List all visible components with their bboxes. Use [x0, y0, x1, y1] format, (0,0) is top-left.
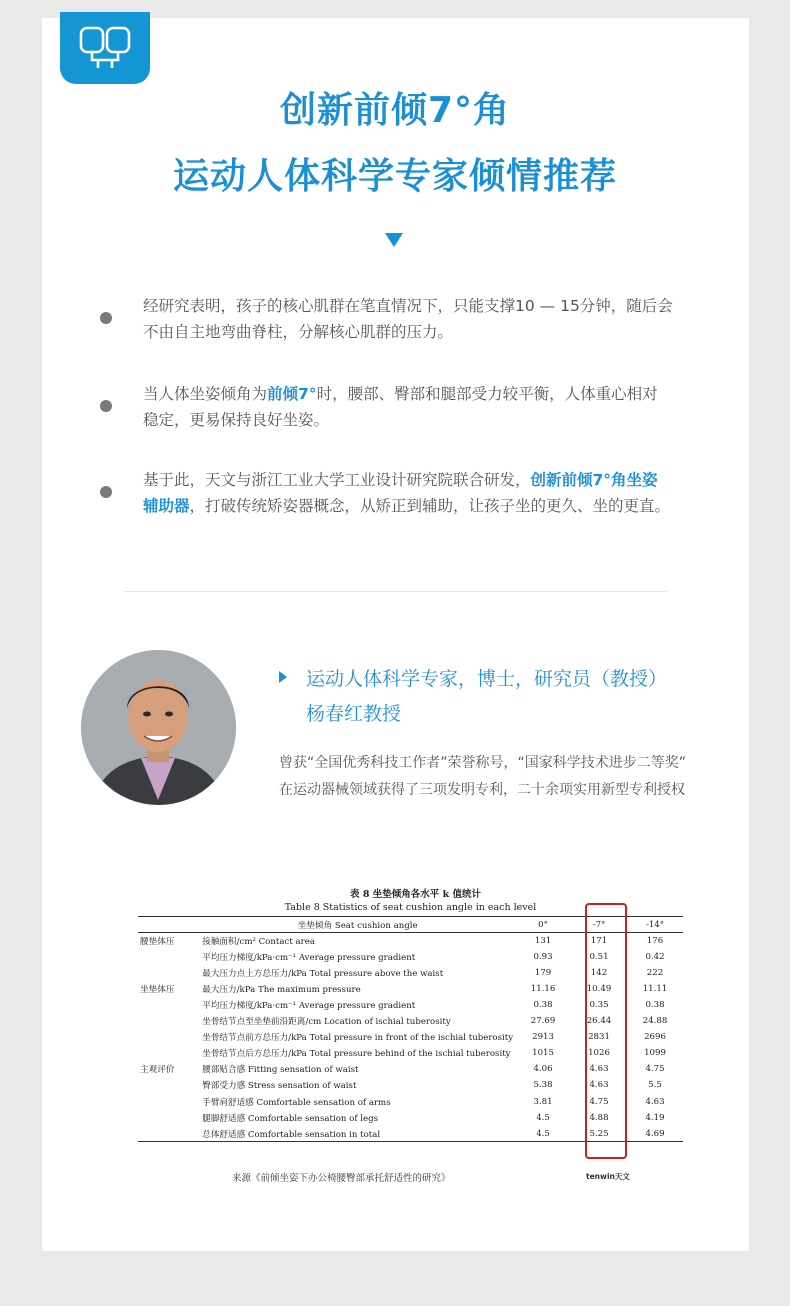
- cell-value: 0.51: [589, 951, 609, 962]
- table-header-label: 坐垫倾角 Seat cushion angle: [297, 920, 418, 931]
- row-label: 坐骨结节点后方总压力/kPa Total pressure behind of the ischial tuberosity: [202, 1049, 511, 1060]
- cell-value: 4.69: [645, 1128, 665, 1139]
- brand-logo: tenwin天文: [586, 1172, 630, 1181]
- paragraph-angle: 当人体坐姿倾角为前倾7°时，腰部、臀部和腿部受力较平衡，人体重心相对稳定，更易保持良好坐姿。: [143, 385, 658, 429]
- cell-value: 0.93: [533, 951, 553, 962]
- cell-value: 4.5: [536, 1112, 550, 1123]
- row-label: 平均压力梯度/kPa·cm⁻¹ Average pressure gradient: [202, 1001, 416, 1012]
- row-label: 坐骨结节点至坐垫前沿距离/cm Location of ischial tuberosity: [202, 1017, 451, 1028]
- cell-value: 4.5: [536, 1128, 550, 1139]
- cell-value: 4.63: [589, 1080, 609, 1091]
- cell-value: 1015: [532, 1048, 554, 1059]
- cell-value: 4.19: [645, 1112, 665, 1123]
- row-label: 臀部受力感 Stress sensation of waist: [202, 1081, 357, 1092]
- expert-title: 运动人体科学专家，博士，研究员（教授）: [306, 668, 668, 690]
- dot-icon: [100, 312, 112, 324]
- table-caption-en: Table 8 Statistics of seat cushion angle in each level: [284, 902, 537, 913]
- cell-value: 0.38: [533, 1000, 553, 1011]
- row-label: 平均压力梯度/kPa·cm⁻¹ Average pressure gradient: [202, 952, 416, 963]
- cell-value: 4.06: [533, 1064, 553, 1075]
- cell-value: 11.11: [642, 983, 668, 994]
- expert-portrait: [81, 650, 236, 805]
- row-label: 腰部贴合感 Fitting sensation of waist: [202, 1065, 359, 1076]
- row-group: [138, 1013, 200, 1029]
- table-header-col: -7°: [592, 919, 606, 930]
- cell-value: 176: [646, 935, 664, 946]
- triangle-right-icon: [279, 671, 287, 683]
- cell-value: 131: [534, 935, 552, 946]
- triangle-down-icon: [385, 233, 403, 247]
- cell-value: 4.88: [589, 1112, 609, 1123]
- cell-value: 1026: [588, 1048, 610, 1059]
- row-group: 坐垫体压: [140, 984, 175, 995]
- cell-value: 2696: [644, 1032, 666, 1043]
- cell-value: 10.49: [586, 983, 612, 994]
- cell-value: 11.16: [530, 983, 556, 994]
- cell-value: 0.38: [645, 1000, 665, 1011]
- cell-value: 222: [646, 967, 664, 978]
- page-subtitle: 运动人体科学专家倾情推荐: [172, 156, 617, 197]
- cell-value: 2831: [588, 1032, 610, 1043]
- row-group: [138, 949, 200, 965]
- highlight-product: 创新前倾7°角坐姿辅助器: [143, 471, 658, 515]
- row-group: [138, 1126, 200, 1142]
- row-group: [138, 1077, 200, 1093]
- cell-value: 27.69: [530, 1016, 556, 1027]
- row-group: 腰垫体压: [140, 936, 175, 947]
- row-label: 接触面积/cm² Contact area: [202, 936, 315, 947]
- cell-value: 4.63: [645, 1096, 665, 1107]
- cell-value: 5.25: [589, 1128, 609, 1139]
- cell-value: 2913: [532, 1032, 554, 1043]
- row-group: [138, 1045, 200, 1061]
- row-group: [138, 1110, 200, 1126]
- row-label: 手臂肩舒适感 Comfortable sensation of arms: [202, 1097, 391, 1108]
- highlight-angle: 前倾7°: [267, 385, 317, 403]
- row-label: 坐骨结节点前方总压力/kPa Total pressure in front of the ischial tuberosity: [202, 1033, 514, 1044]
- row-group: [138, 1029, 200, 1045]
- row-group: [138, 997, 200, 1013]
- row-label: 总体舒适感 Comfortable sensation in total: [202, 1129, 381, 1140]
- highlight-box: [585, 903, 627, 1159]
- dot-icon: [100, 400, 112, 412]
- expert-honor-2: 在运动器械领域获得了三项发明专利，二十余项实用新型专利授权: [279, 782, 685, 798]
- cell-value: 142: [590, 967, 608, 978]
- logo-badge: [60, 12, 150, 84]
- cell-value: 0.35: [589, 1000, 609, 1011]
- paragraph-product: 基于此，天文与浙江工业大学工业设计研究院联合研发，创新前倾7°角坐姿辅助器，打破传统矫姿器概念，从矫正到辅助，让孩子坐的更久、坐的更直。: [143, 471, 671, 515]
- cell-value: 5.5: [648, 1080, 662, 1091]
- cell-value: 0.42: [645, 951, 665, 962]
- cell-value: 3.81: [533, 1096, 553, 1107]
- cell-value: 24.88: [642, 1016, 668, 1027]
- cell-value: 1099: [644, 1048, 666, 1059]
- cell-value: 171: [590, 935, 608, 946]
- cell-value: 26.44: [586, 1016, 612, 1027]
- paragraph-research: 经研究表明，孩子的核心肌群在笔直情况下，只能支撑10 — 15分钟，随后会不由自主地弯曲脊柱，分解核心肌群的压力。: [143, 297, 673, 341]
- expert-honor-1: 曾获“全国优秀科技工作者”荣誉称号，“国家科学技术进步二等奖”: [279, 755, 687, 771]
- source-citation: 来源《前倾坐姿下办公椅腰臀部承托舒适性的研究》: [232, 1173, 451, 1184]
- row-group: 主观评价: [140, 1065, 175, 1076]
- expert-name: 杨春红教授: [306, 703, 402, 725]
- divider: [124, 591, 667, 592]
- cell-value: 5.38: [533, 1080, 553, 1091]
- dot-icon: [100, 486, 112, 498]
- cell-value: 179: [534, 967, 552, 978]
- cell-value: 4.75: [645, 1064, 665, 1075]
- row-label: 最大压力点上方总压力/kPa Total pressure above the waist: [202, 968, 444, 979]
- table-header-col: 0°: [538, 919, 548, 930]
- cell-value: 4.63: [589, 1064, 609, 1075]
- row-group: [138, 1094, 200, 1110]
- row-group: [138, 965, 200, 981]
- table-header-col: -14°: [645, 919, 665, 930]
- row-label: 最大压力/kPa The maximum pressure: [202, 984, 361, 995]
- row-label: 腿脚舒适感 Comfortable sensation of legs: [202, 1113, 378, 1124]
- cell-value: 4.75: [589, 1096, 609, 1107]
- table-caption-zh: 表 8 坐垫倾角各水平 k 值统计: [350, 889, 481, 900]
- page-title: 创新前倾7°角: [279, 90, 511, 131]
- seat-cushion-icon: [60, 12, 150, 84]
